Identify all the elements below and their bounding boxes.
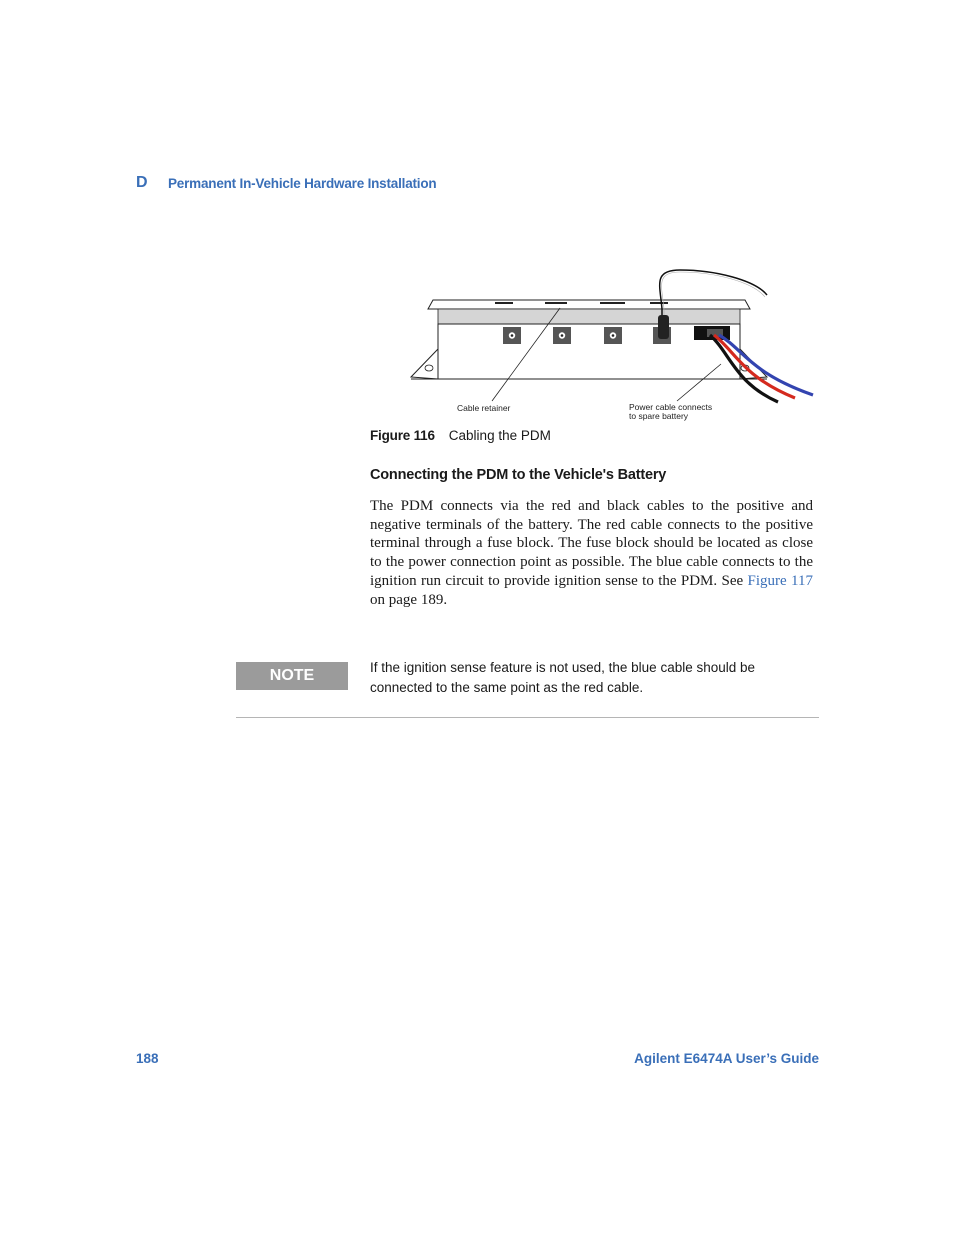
body-paragraph (370, 497, 813, 609)
chapter-title: Permanent In-Vehicle Hardware Installation (168, 176, 437, 191)
section-heading: Connecting the PDM to the Vehicle's Battery (370, 467, 667, 483)
pdm-top-surface (438, 309, 740, 324)
page-number: 188 (136, 1051, 159, 1066)
pdm-cabling-figure (405, 265, 820, 430)
note-text: If the ignition sense feature is not used, the blue cable should be connected to the same point as the red cable. (370, 660, 756, 695)
guide-title: Agilent E6474A User’s Guide (634, 1051, 819, 1066)
left-mounting-foot (411, 349, 438, 379)
power-cable-label-line2: to spare battery (629, 411, 689, 421)
connector-1 (503, 327, 521, 344)
note-label: NOTE (236, 662, 348, 690)
paragraph-text: The PDM connects via the red and black cables to the positive and negative terminals of the battery. The red cable connects to the positive terminal through a fuse block. The fuse block should be located as close to the power connection point as possible. The blue cable connects to the ignition run circuit to provide ignition sense to the PDM. See (370, 498, 813, 589)
power-cable-label-line1: Power cable connects (629, 402, 713, 412)
connector-2 (553, 327, 571, 344)
paragraph-tail: on page 189. (370, 591, 448, 608)
figure-title: Cabling the PDM (448, 428, 551, 443)
pdm-top-flange (428, 300, 750, 309)
cable-retainer-label: Cable retainer (457, 403, 511, 413)
data-cable-plug (658, 315, 669, 339)
connector-3 (604, 327, 622, 344)
figure-117-link[interactable]: Figure 117 (747, 572, 813, 589)
note-divider (236, 717, 819, 718)
figure-caption (370, 428, 551, 443)
chapter-letter: D (136, 174, 148, 191)
figure-number: Figure 116 (370, 428, 435, 443)
